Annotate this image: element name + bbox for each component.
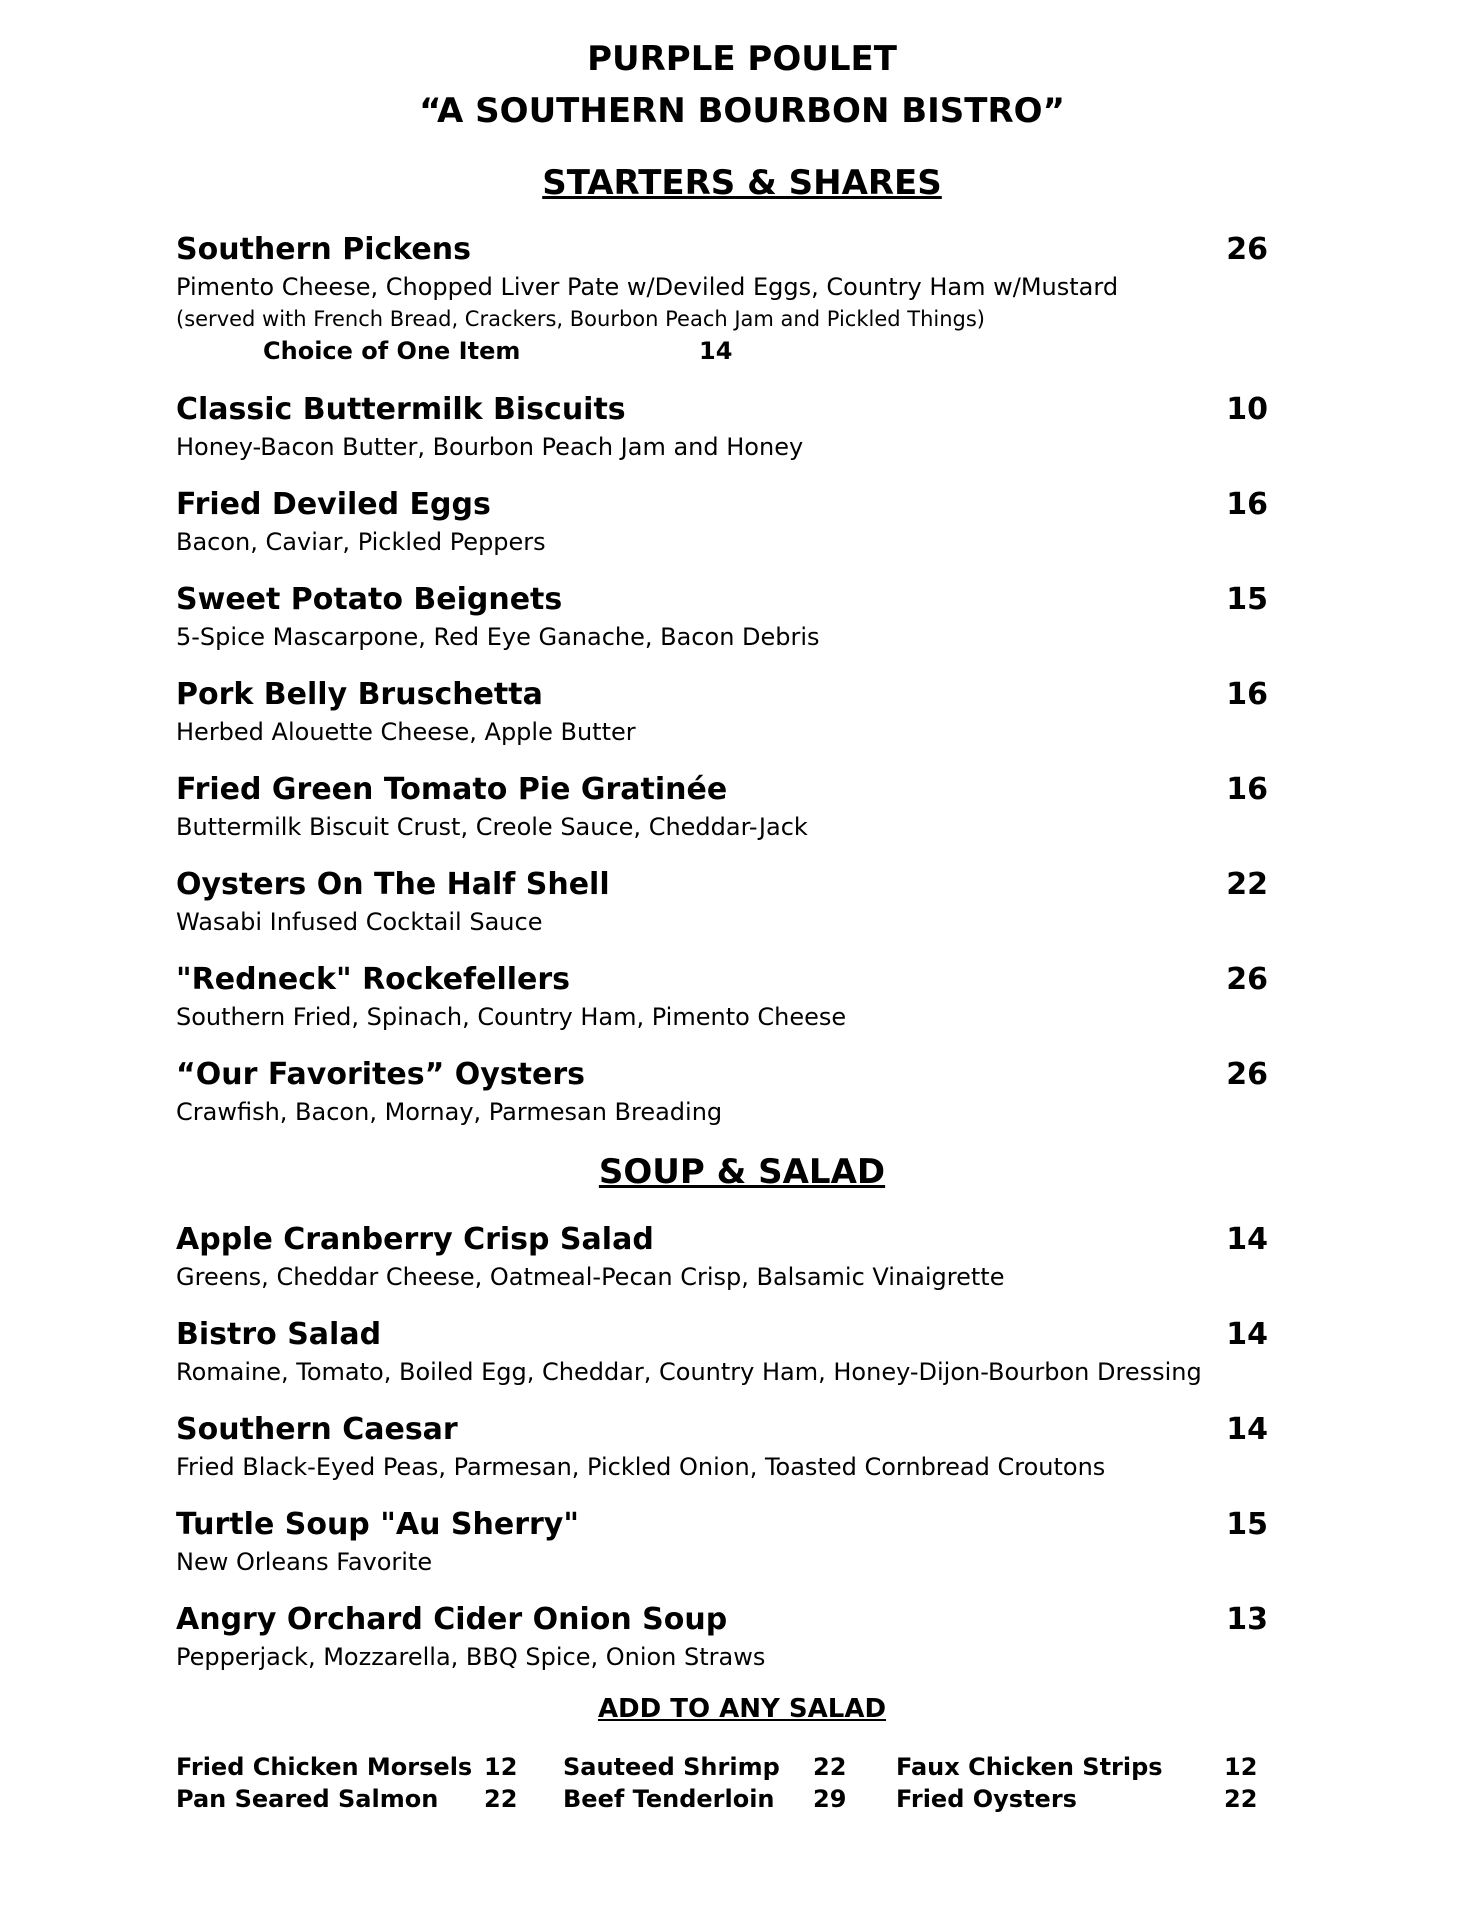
addon-price: 22: [484, 1785, 518, 1813]
addon-price: 22: [813, 1753, 847, 1781]
item-name: Southern Pickens: [176, 232, 471, 267]
item-description: New Orleans Favorite: [176, 1548, 433, 1576]
addon-price: 12: [1224, 1753, 1258, 1781]
menu-item: [176, 1506, 1268, 1580]
item-price: 16: [1226, 772, 1268, 807]
choice-price: 14: [699, 337, 733, 365]
menu-item: [176, 1411, 1268, 1485]
item-price: 26: [1226, 962, 1268, 997]
item-name: Angry Orchard Cider Onion Soup: [176, 1602, 728, 1637]
item-price: 16: [1226, 487, 1268, 522]
menu-item: [176, 391, 1268, 465]
item-description: Southern Fried, Spinach, Country Ham, Pimento Cheese: [176, 1003, 847, 1031]
item-description: Bacon, Caviar, Pickled Peppers: [176, 528, 546, 556]
menu-item: [176, 771, 1268, 845]
item-description: Honey-Bacon Butter, Bourbon Peach Jam and Honey: [176, 433, 804, 461]
item-note: (served with French Bread, Crackers, Bourbon Peach Jam and Pickled Things): [176, 307, 985, 331]
item-name: Fried Deviled Eggs: [176, 487, 491, 522]
item-name: Bistro Salad: [176, 1317, 382, 1352]
menu-item: [176, 961, 1268, 1035]
item-description: 5-Spice Mascarpone, Red Eye Ganache, Bacon Debris: [176, 623, 820, 651]
soup-salad-heading: SOUP & SALAD: [598, 1152, 886, 1192]
item-price: 14: [1226, 1222, 1268, 1257]
restaurant-name: PURPLE POULET: [587, 39, 897, 79]
addon-price: 12: [484, 1753, 518, 1781]
item-description: Pepperjack, Mozzarella, BBQ Spice, Onion Straws: [176, 1643, 766, 1671]
addon-name: Fried Oysters: [896, 1785, 1077, 1813]
item-price: 15: [1226, 582, 1268, 617]
addon-price: 29: [813, 1785, 847, 1813]
restaurant-tagline: “A SOUTHERN BOURBON BISTRO”: [419, 91, 1065, 131]
choice-option: [263, 333, 1268, 369]
item-description: Buttermilk Biscuit Crust, Creole Sauce, Cheddar-Jack: [176, 813, 808, 841]
menu-item: [176, 486, 1268, 560]
menu-item: [176, 1316, 1268, 1390]
item-name: “Our Favorites” Oysters: [176, 1057, 585, 1092]
item-name: Apple Cranberry Crisp Salad: [176, 1222, 654, 1257]
item-description: Fried Black-Eyed Peas, Parmesan, Pickled Onion, Toasted Cornbread Croutons: [176, 1453, 1106, 1481]
menu-item: [176, 231, 1268, 369]
addon-name: Fried Chicken Morsels: [176, 1753, 473, 1781]
item-description: Crawfish, Bacon, Mornay, Parmesan Breading: [176, 1098, 723, 1126]
item-name: Turtle Soup "Au Sherry": [176, 1507, 579, 1542]
item-name: Sweet Potato Beignets: [176, 582, 563, 617]
item-price: 26: [1226, 1057, 1268, 1092]
addon-name: Faux Chicken Strips: [896, 1753, 1163, 1781]
addon-name: Sauteed Shrimp: [563, 1753, 780, 1781]
item-price: 10: [1226, 392, 1268, 427]
item-description: Herbed Alouette Cheese, Apple Butter: [176, 718, 636, 746]
item-price: 26: [1226, 232, 1268, 267]
item-price: 16: [1226, 677, 1268, 712]
item-price: 14: [1226, 1317, 1268, 1352]
addon-name: Beef Tenderloin: [563, 1785, 775, 1813]
choice-label: Choice of One Item: [263, 337, 521, 365]
item-price: 14: [1226, 1412, 1268, 1447]
item-description: Wasabi Infused Cocktail Sauce: [176, 908, 543, 936]
menu-item: [176, 676, 1268, 750]
item-description: Greens, Cheddar Cheese, Oatmeal-Pecan Crisp, Balsamic Vinaigrette: [176, 1263, 1005, 1291]
addon-price: 22: [1224, 1785, 1258, 1813]
starters-heading: STARTERS & SHARES: [542, 163, 942, 203]
item-name: "Redneck" Rockefellers: [176, 962, 571, 997]
item-name: Oysters On The Half Shell: [176, 867, 610, 902]
menu-item: [176, 581, 1268, 655]
add-to-salad-heading: ADD TO ANY SALAD: [597, 1694, 887, 1724]
item-price: 13: [1226, 1602, 1268, 1637]
addon-name: Pan Seared Salmon: [176, 1785, 439, 1813]
menu-item: [176, 866, 1268, 940]
item-description: Romaine, Tomato, Boiled Egg, Cheddar, Country Ham, Honey-Dijon-Bourbon Dressing: [176, 1358, 1202, 1386]
item-name: Southern Caesar: [176, 1412, 458, 1447]
menu-item: [176, 1601, 1268, 1675]
item-name: Fried Green Tomato Pie Gratinée: [176, 772, 728, 807]
menu-item: [176, 1221, 1268, 1295]
item-name: Pork Belly Bruschetta: [176, 677, 543, 712]
item-price: 22: [1226, 867, 1268, 902]
item-price: 15: [1226, 1507, 1268, 1542]
item-description: Pimento Cheese, Chopped Liver Pate w/Deviled Eggs, Country Ham w/Mustard: [176, 273, 1119, 301]
menu-item: [176, 1056, 1268, 1130]
item-name: Classic Buttermilk Biscuits: [176, 392, 626, 427]
